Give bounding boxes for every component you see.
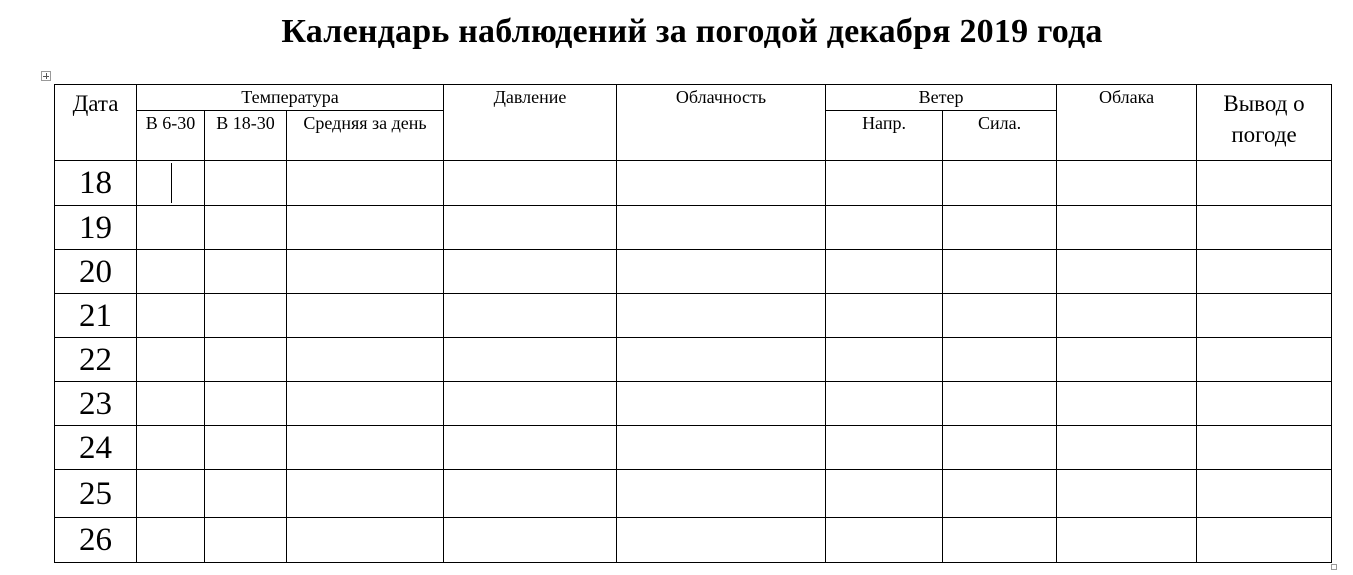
cell-temp-evening[interactable] — [205, 470, 287, 518]
cell-pressure[interactable] — [444, 426, 617, 470]
cell-wind-strength[interactable] — [943, 426, 1057, 470]
cell-clouds[interactable] — [1057, 518, 1197, 563]
table-row — [55, 426, 1332, 470]
header-temp-evening: В 18-30 — [205, 111, 287, 161]
cell-cloudiness[interactable] — [617, 161, 826, 206]
cell-conclusion[interactable] — [1197, 206, 1332, 250]
weather-observation-table — [54, 84, 1332, 563]
date-cell: 22 — [55, 338, 137, 382]
date-cell: 26 — [55, 518, 137, 563]
cell-temp-morning[interactable] — [137, 161, 205, 206]
header-cloudiness: Облачность — [617, 85, 826, 161]
cell-temp-morning[interactable] — [137, 294, 205, 338]
cell-wind-strength[interactable] — [943, 294, 1057, 338]
header-wind: Ветер — [826, 85, 1057, 111]
cell-pressure[interactable] — [444, 470, 617, 518]
cell-conclusion[interactable] — [1197, 518, 1332, 563]
cell-temp-average[interactable] — [287, 426, 444, 470]
cell-cloudiness[interactable] — [617, 294, 826, 338]
cell-temp-morning[interactable] — [137, 470, 205, 518]
cell-wind-direction[interactable] — [826, 338, 943, 382]
cell-clouds[interactable] — [1057, 250, 1197, 294]
cell-cloudiness[interactable] — [617, 338, 826, 382]
date-cell: 21 — [55, 294, 137, 338]
cell-wind-strength[interactable] — [943, 382, 1057, 426]
cell-temp-evening[interactable] — [205, 250, 287, 294]
table-row — [55, 338, 1332, 382]
cell-temp-morning[interactable] — [137, 518, 205, 563]
header-clouds: Облака — [1057, 85, 1197, 161]
cell-temp-evening[interactable] — [205, 294, 287, 338]
table-row — [55, 206, 1332, 250]
cell-clouds[interactable] — [1057, 161, 1197, 206]
cell-wind-direction[interactable] — [826, 470, 943, 518]
cell-temp-average[interactable] — [287, 338, 444, 382]
cell-temp-evening[interactable] — [205, 426, 287, 470]
header-wind-strength: Сила. — [943, 111, 1057, 161]
table-row — [55, 161, 1332, 206]
cell-temp-morning[interactable] — [137, 338, 205, 382]
cell-cloudiness[interactable] — [617, 206, 826, 250]
cell-clouds[interactable] — [1057, 206, 1197, 250]
table-row — [55, 518, 1332, 563]
cell-wind-strength[interactable] — [943, 161, 1057, 206]
cell-temp-average[interactable] — [287, 518, 444, 563]
cell-conclusion[interactable] — [1197, 382, 1332, 426]
date-cell: 25 — [55, 470, 137, 518]
cell-temp-average[interactable] — [287, 206, 444, 250]
cell-temp-evening[interactable] — [205, 206, 287, 250]
page-title: Календарь наблюдений за погодой декабря 2019 года — [281, 13, 1103, 50]
cell-temp-average[interactable] — [287, 382, 444, 426]
cell-wind-direction[interactable] — [826, 161, 943, 206]
date-cell: 23 — [55, 382, 137, 426]
cell-temp-evening[interactable] — [205, 382, 287, 426]
table-resize-handle-icon[interactable] — [1331, 564, 1337, 570]
cell-clouds[interactable] — [1057, 470, 1197, 518]
cell-conclusion[interactable] — [1197, 338, 1332, 382]
cell-wind-direction[interactable] — [826, 250, 943, 294]
header-row-1 — [55, 85, 1332, 111]
cell-pressure[interactable] — [444, 250, 617, 294]
cell-wind-strength[interactable] — [943, 338, 1057, 382]
cell-wind-direction[interactable] — [826, 518, 943, 563]
cell-temp-morning[interactable] — [137, 382, 205, 426]
cell-temp-evening[interactable] — [205, 338, 287, 382]
cell-pressure[interactable] — [444, 338, 617, 382]
date-cell: 20 — [55, 250, 137, 294]
cell-wind-direction[interactable] — [826, 206, 943, 250]
cell-temp-evening[interactable] — [205, 161, 287, 206]
header-date: Дата — [55, 85, 137, 161]
cell-pressure[interactable] — [444, 161, 617, 206]
cell-wind-strength[interactable] — [943, 518, 1057, 563]
cell-temp-average[interactable] — [287, 250, 444, 294]
cell-wind-direction[interactable] — [826, 294, 943, 338]
cell-temp-average[interactable] — [287, 470, 444, 518]
header-conclusion: Вывод о погоде — [1197, 85, 1332, 161]
cell-conclusion[interactable] — [1197, 470, 1332, 518]
date-cell: 19 — [55, 206, 137, 250]
cell-clouds[interactable] — [1057, 426, 1197, 470]
cell-wind-direction[interactable] — [826, 426, 943, 470]
cell-wind-strength[interactable] — [943, 250, 1057, 294]
cell-clouds[interactable] — [1057, 382, 1197, 426]
cell-cloudiness[interactable] — [617, 426, 826, 470]
cell-conclusion[interactable] — [1197, 250, 1332, 294]
date-cell: 24 — [55, 426, 137, 470]
table-row — [55, 382, 1332, 426]
cell-conclusion[interactable] — [1197, 161, 1332, 206]
cell-cloudiness[interactable] — [617, 470, 826, 518]
cell-wind-direction[interactable] — [826, 382, 943, 426]
cell-clouds[interactable] — [1057, 294, 1197, 338]
header-pressure: Давление — [444, 85, 617, 161]
cell-temp-average[interactable] — [287, 161, 444, 206]
cell-temp-morning[interactable] — [137, 206, 205, 250]
table-move-handle-icon[interactable] — [41, 71, 51, 81]
cell-pressure[interactable] — [444, 206, 617, 250]
cell-wind-strength[interactable] — [943, 470, 1057, 518]
cell-pressure[interactable] — [444, 294, 617, 338]
table-row — [55, 294, 1332, 338]
cell-pressure[interactable] — [444, 518, 617, 563]
cell-cloudiness[interactable] — [617, 518, 826, 563]
cell-temp-average[interactable] — [287, 294, 444, 338]
table-row — [55, 470, 1332, 518]
cell-cloudiness[interactable] — [617, 250, 826, 294]
text-cursor — [171, 163, 172, 203]
cell-clouds[interactable] — [1057, 338, 1197, 382]
header-temperature: Температура — [137, 85, 444, 111]
date-cell: 18 — [55, 161, 137, 206]
header-temp-morning: В 6-30 — [137, 111, 205, 161]
cell-pressure[interactable] — [444, 382, 617, 426]
table-row — [55, 250, 1332, 294]
cell-conclusion[interactable] — [1197, 294, 1332, 338]
cell-conclusion[interactable] — [1197, 426, 1332, 470]
cell-wind-strength[interactable] — [943, 206, 1057, 250]
cell-cloudiness[interactable] — [617, 382, 826, 426]
header-wind-direction: Напр. — [826, 111, 943, 161]
cell-temp-morning[interactable] — [137, 250, 205, 294]
header-temp-average: Средняя за день — [287, 111, 444, 161]
cell-temp-morning[interactable] — [137, 426, 205, 470]
cell-temp-evening[interactable] — [205, 518, 287, 563]
